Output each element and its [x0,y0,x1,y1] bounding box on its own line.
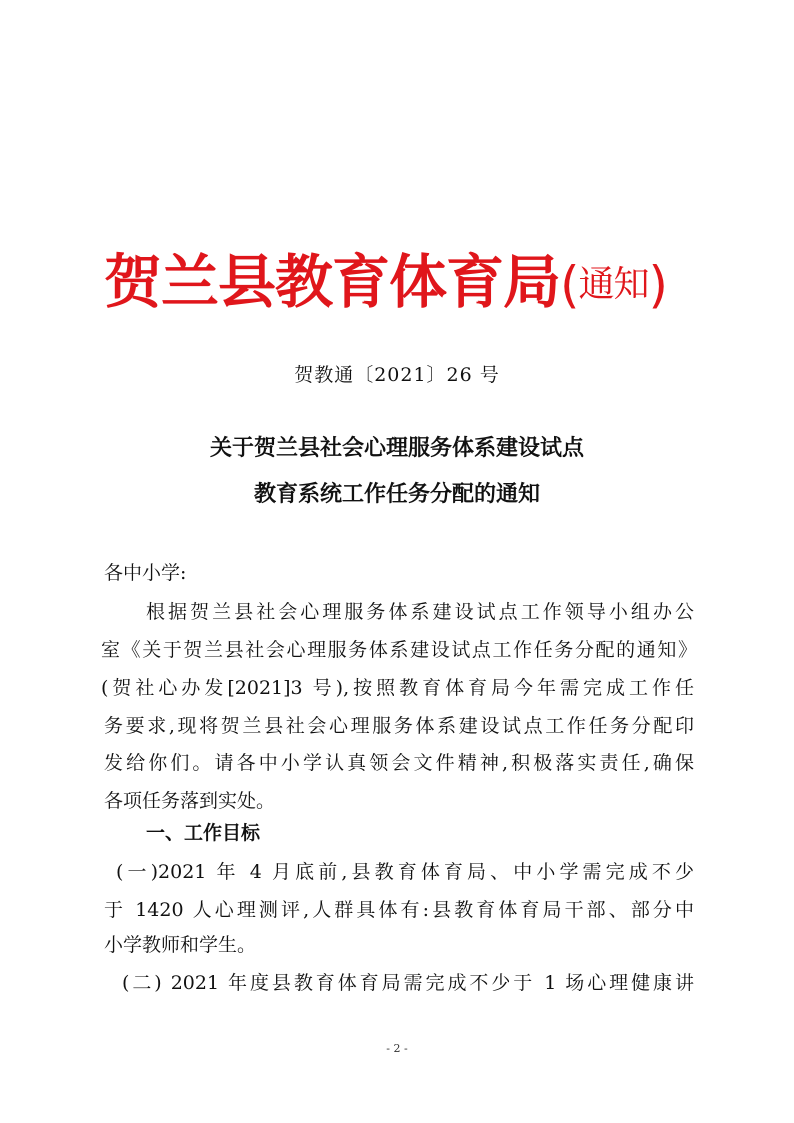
body-line: 室《关于贺兰县社会心理服务体系建设试点工作任务分配的通知》 [101,639,697,661]
body-line: 小学教师和学生。 [104,934,257,956]
body-line: 各项任务落到实处。 [104,790,276,812]
paren-open: ( [560,256,579,314]
body-line: (一)2021 年 4 月底前,县教育体育局、中小学需完成不少 [116,861,694,883]
salutation: 各中小学: [104,562,187,584]
body-line: (二) 2021 年度县教育体育局需完成不少于 1 场心理健康讲 [122,972,694,994]
section-heading: 一、工作目标 [146,822,261,844]
body-line: 务要求,现将贺兰县社会心理服务体系建设试点工作任务分配印 [104,715,694,737]
document-title-line-2: 教育系统工作任务分配的通知 [253,482,540,507]
page-number: - 2 - [386,1042,408,1055]
org-name: 贺兰县教育体育局 [104,248,561,316]
document-title-line-1: 关于贺兰县社会心理服务体系建设试点 [209,436,584,461]
document-kind: 通知 [578,264,649,305]
body-line: 于 1420 人心理测评,人群具体有:县教育体育局干部、部分中 [104,899,694,921]
document-header [104,242,667,325]
body-line: 发给你们。请各中小学认真领会文件精神,积极落实责任,确保 [104,752,694,774]
document-number: 贺教通〔2021〕26 号 [294,364,500,386]
body-line: (贺社心办发[2021]3 号),按照教育体育局今年需完成工作任 [101,677,694,699]
paren-close: ) [648,256,668,314]
body-line: 根据贺兰县社会心理服务体系建设试点工作领导小组办公 [146,601,694,623]
